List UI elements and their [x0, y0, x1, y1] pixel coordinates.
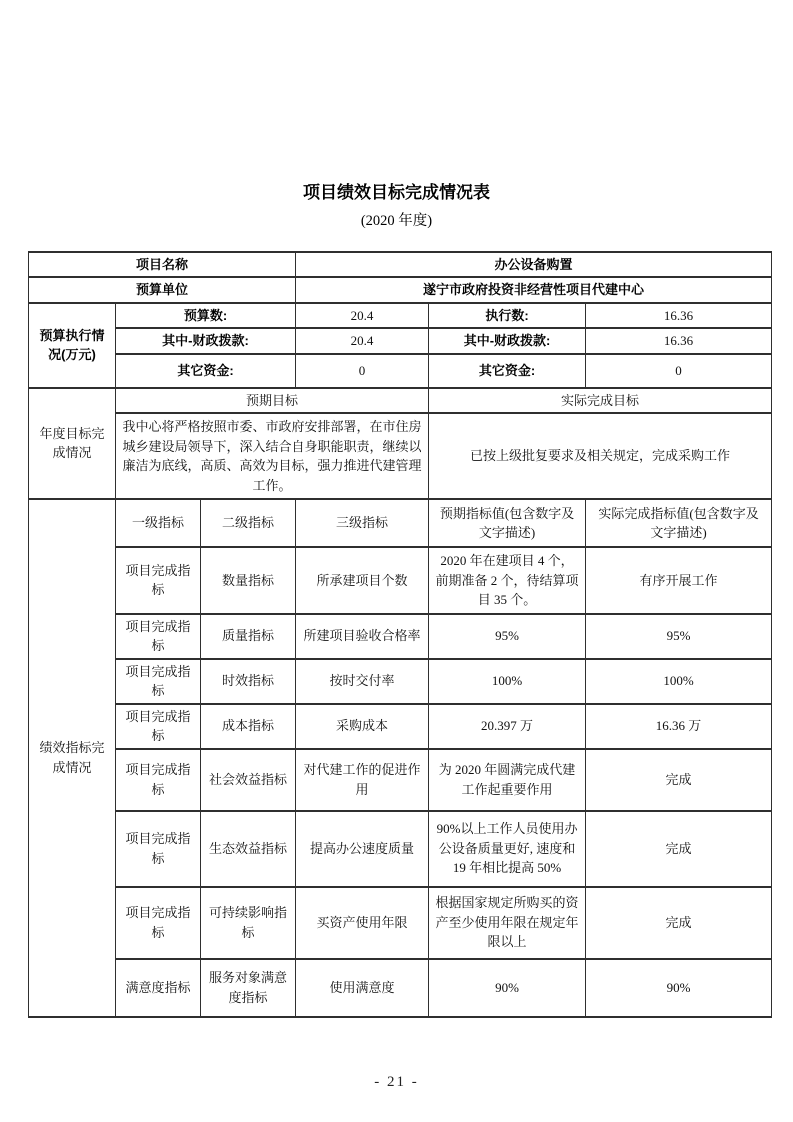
- level3-cell: 对代建工作的促进作用: [296, 749, 429, 811]
- actual-goal-text: 已按上级批复要求及相关规定，完成采购工作: [429, 413, 772, 499]
- actual-value-cell: 16.36 万: [586, 704, 772, 749]
- level1-cell: 项目完成指标: [116, 811, 201, 887]
- expected-value-cell: 根据国家规定所购买的资产至少使用年限在规定年限以上: [429, 887, 586, 959]
- fiscal-grant-value: 20.4: [296, 328, 429, 354]
- page-number: - 21 -: [374, 1073, 419, 1090]
- budget-section-label: 预算执行情况(万元): [29, 303, 116, 388]
- fiscal-grant-exec-label: 其中-财政拨款:: [429, 328, 586, 354]
- level3-cell: 提高办公速度质量: [296, 811, 429, 887]
- budget-amount-value: 20.4: [296, 303, 429, 329]
- expected-value-cell: 20.397 万: [429, 704, 586, 749]
- other-funds-exec-label: 其它资金:: [429, 354, 586, 388]
- indicator-header-row: [29, 499, 772, 547]
- expected-value-cell: 95%: [429, 614, 586, 659]
- executed-amount-label: 执行数:: [429, 303, 586, 329]
- level2-cell: 服务对象满意度指标: [201, 959, 296, 1017]
- level2-cell: 生态效益指标: [201, 811, 296, 887]
- budget-amount-label: 预算数:: [116, 303, 296, 329]
- expected-value-cell: 100%: [429, 659, 586, 704]
- executed-amount-value: 16.36: [586, 303, 772, 329]
- budget-row: [29, 328, 772, 354]
- level2-cell: 数量指标: [201, 547, 296, 614]
- annual-goal-header-row: [29, 388, 772, 414]
- level1-cell: 项目完成指标: [116, 547, 201, 614]
- expected-goal-text: 我中心将严格按照市委、市政府安排部署，在市住房城乡建设局领导下，深入结合自身职能职责，继续以廉洁为底线，高质、高效为目标，强力推进代建管理工作。: [116, 413, 429, 499]
- header-expected-value: 预期指标值(包含数字及文字描述): [429, 499, 586, 547]
- actual-value-cell: 完成: [586, 811, 772, 887]
- level3-cell: 使用满意度: [296, 959, 429, 1017]
- header-level2: 二级指标: [201, 499, 296, 547]
- level3-cell: 按时交付率: [296, 659, 429, 704]
- actual-value-cell: 完成: [586, 887, 772, 959]
- expected-value-cell: 为 2020 年圆满完成代建工作起重要作用: [429, 749, 586, 811]
- level1-cell: 项目完成指标: [116, 749, 201, 811]
- indicators-section-label: 绩效指标完成情况: [29, 499, 116, 1017]
- indicator-row: [29, 749, 772, 811]
- project-name-label: 项目名称: [29, 252, 296, 278]
- actual-goal-header: 实际完成目标: [429, 388, 772, 414]
- fiscal-grant-exec-value: 16.36: [586, 328, 772, 354]
- budget-unit-label: 预算单位: [29, 277, 296, 303]
- other-funds-label: 其它资金:: [116, 354, 296, 388]
- other-funds-value: 0: [296, 354, 429, 388]
- level1-cell: 项目完成指标: [116, 614, 201, 659]
- actual-value-cell: 有序开展工作: [586, 547, 772, 614]
- level1-cell: 满意度指标: [116, 959, 201, 1017]
- indicator-row: [29, 811, 772, 887]
- project-name-row: [29, 252, 772, 278]
- expected-goal-header: 预期目标: [116, 388, 429, 414]
- fiscal-grant-label: 其中-财政拨款:: [116, 328, 296, 354]
- level2-cell: 质量指标: [201, 614, 296, 659]
- performance-table: [28, 251, 772, 1018]
- header-level1: 一级指标: [116, 499, 201, 547]
- project-name-value: 办公设备购置: [296, 252, 772, 278]
- actual-value-cell: 95%: [586, 614, 772, 659]
- header-level3: 三级指标: [296, 499, 429, 547]
- level2-cell: 时效指标: [201, 659, 296, 704]
- level1-cell: 项目完成指标: [116, 704, 201, 749]
- page-subtitle: (2020 年度): [360, 212, 433, 229]
- annual-goal-section-label: 年度目标完成情况: [29, 388, 116, 500]
- indicator-row: [29, 704, 772, 749]
- expected-value-cell: 90%以上工作人员使用办公设备质量更好, 速度和 19 年相比提高 50%: [429, 811, 586, 887]
- page-title: 项目绩效目标完成情况表: [303, 183, 490, 202]
- actual-value-cell: 完成: [586, 749, 772, 811]
- level2-cell: 可持续影响指标: [201, 887, 296, 959]
- level1-cell: 项目完成指标: [116, 659, 201, 704]
- level3-cell: 采购成本: [296, 704, 429, 749]
- level3-cell: 买资产使用年限: [296, 887, 429, 959]
- expected-value-cell: 90%: [429, 959, 586, 1017]
- budget-row: [29, 354, 772, 388]
- indicator-row: [29, 887, 772, 959]
- indicator-row: [29, 959, 772, 1017]
- annual-goal-content-row: [29, 413, 772, 499]
- other-funds-exec-value: 0: [586, 354, 772, 388]
- budget-unit-row: [29, 277, 772, 303]
- indicator-row: [29, 547, 772, 614]
- level3-cell: 所建项目验收合格率: [296, 614, 429, 659]
- header-actual-value: 实际完成指标值(包含数字及文字描述): [586, 499, 772, 547]
- level3-cell: 所承建项目个数: [296, 547, 429, 614]
- budget-unit-value: 遂宁市政府投资非经营性项目代建中心: [296, 277, 772, 303]
- actual-value-cell: 90%: [586, 959, 772, 1017]
- level2-cell: 成本指标: [201, 704, 296, 749]
- level1-cell: 项目完成指标: [116, 887, 201, 959]
- expected-value-cell: 2020 年在建项目 4 个，前期准备 2 个，待结算项目 35 个。: [429, 547, 586, 614]
- budget-row: [29, 303, 772, 329]
- level2-cell: 社会效益指标: [201, 749, 296, 811]
- actual-value-cell: 100%: [586, 659, 772, 704]
- indicator-row: [29, 659, 772, 704]
- indicator-row: [29, 614, 772, 659]
